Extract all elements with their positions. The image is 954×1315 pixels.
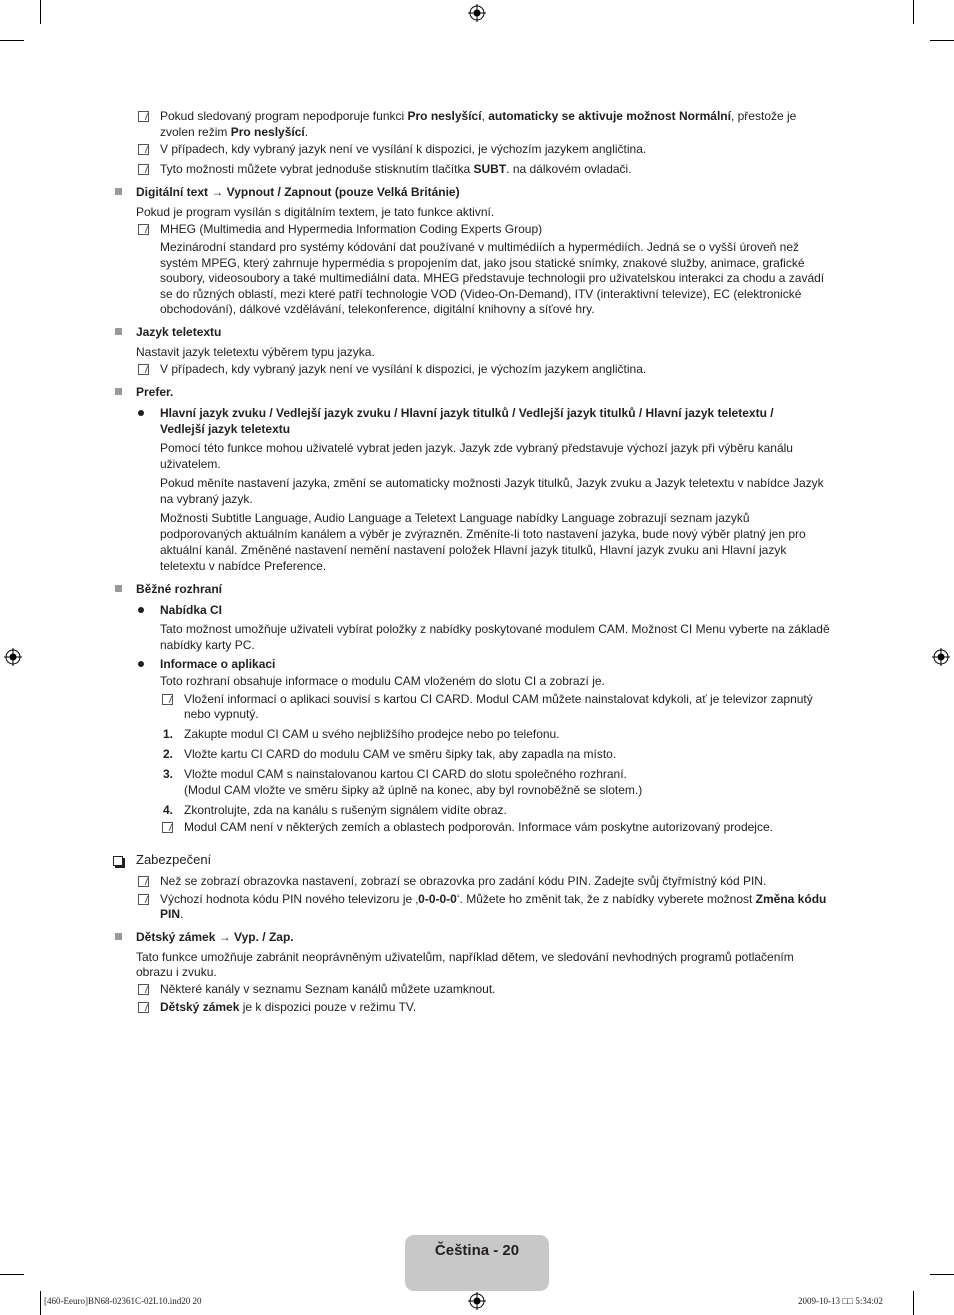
step-number: 4. bbox=[163, 803, 174, 817]
note-icon bbox=[138, 894, 149, 905]
bullet-icon bbox=[138, 661, 144, 667]
square-bullet-icon bbox=[115, 388, 122, 395]
note-text: Než se zobrazí obrazovka nastavení, zobrazí se obrazovka pro zadání kódu PIN. Zadejte svůj čtyřmístný kód PIN. bbox=[160, 874, 767, 888]
print-slug-right: 2009-10-13 □□ 5:34:02 bbox=[798, 1296, 883, 1306]
bullet-icon bbox=[138, 410, 144, 416]
paragraph-line: Tato funkce umožňuje zabránit neoprávněným uživatelům, například dětem, ve sledování nevhodných programů potlačením bbox=[136, 950, 794, 964]
note-body-line: soubory, videosoubory a také multimediální data. MHEG představuje technologii pro uživatelskou interakci za chodu a zavádí bbox=[160, 271, 825, 285]
section-heading: Jazyk teletextu bbox=[136, 325, 222, 339]
note-text: Pokud sledovaný program nepodporuje funkci Pro neslyšící, automaticky se aktivuje možnost Normální, přestože je bbox=[160, 109, 797, 123]
note-body-line: obchodování), dálkové vzdělávání, telekonference, digitální knihovny a síťové hry. bbox=[160, 302, 595, 316]
paragraph-line: nabídky karty PC. bbox=[160, 638, 255, 652]
print-slug-left: [460-Eeuro]BN68-02361C-02L10.ind20 20 bbox=[44, 1296, 202, 1306]
step-text: Vložte kartu CI CARD do modulu CAM ve směru šipky tak, aby zapadla na místo. bbox=[184, 747, 617, 761]
note-icon bbox=[162, 822, 173, 833]
crop-mark bbox=[0, 40, 24, 41]
registration-mark-icon bbox=[932, 648, 950, 666]
note-text: Modul CAM není v některých zemích a oblastech podporován. Informace vám poskytne autorizovaný prodejce. bbox=[184, 820, 773, 834]
section-heading: Dětský zámek → Vyp. / Zap. bbox=[136, 930, 294, 944]
paragraph-line: Pokud měníte nastavení jazyka, změní se automaticky možnosti Jazyk titulků, Jazyk zvuku a Jazyk teletextu v nabídce Jazyk bbox=[160, 476, 824, 490]
note-text: PIN. bbox=[160, 907, 184, 921]
step-text: Zkontrolujte, zda na kanálu s rušeným signálem vidíte obraz. bbox=[184, 803, 507, 817]
paragraph-line: na vybraný jazyk. bbox=[160, 492, 253, 506]
note-icon bbox=[138, 984, 149, 995]
section-description: Nastavit jazyk teletextu výběrem typu jazyka. bbox=[136, 345, 375, 359]
paragraph-line: teletextu v nabídce Preference. bbox=[160, 559, 327, 573]
paragraph-line: Možnosti Subtitle Language, Audio Language a Teletext Language nabídky Language zobrazují seznam jazyků bbox=[160, 511, 750, 525]
checkbox-bullet-icon bbox=[113, 856, 123, 866]
note-text: Vložení informací o aplikaci souvisí s kartou CI CARD. Modul CAM můžete nainstalovat kdykoli, ať je televizor zapnutý bbox=[184, 692, 813, 706]
section-description: Pokud je program vysílán s digitálním textem, je tato funkce aktivní. bbox=[136, 205, 495, 219]
note-text: MHEG (Multimedia and Hypermedia Information Coding Experts Group) bbox=[160, 222, 543, 236]
note-icon bbox=[138, 224, 149, 235]
bullet-icon bbox=[138, 607, 144, 613]
note-body-line: se do různých oblastí, mezi které patří technologie VOD (Video-On-Demand), ITV (interaktivní televize), EC (elektronické bbox=[160, 286, 802, 301]
paragraph-line: aktuální kanál. Změněné nastavení nemění nastavení položek Hlavní jazyk titulků, Hlavní jazyk zvuku ani Hlavní jazyk bbox=[160, 543, 787, 557]
crop-mark bbox=[0, 1274, 24, 1275]
note-icon bbox=[138, 144, 149, 155]
note-body-line: Mezinárodní standard pro systémy kódování dat používané v multimédiích a hypermédiích. Jedná se o vyšší úroveň než bbox=[160, 240, 799, 254]
note-icon bbox=[138, 364, 149, 375]
note-text: zvolen režim Pro neslyšící. bbox=[160, 125, 309, 139]
note-icon bbox=[138, 876, 149, 887]
bullet-heading: Vedlejší jazyk teletextu bbox=[160, 422, 291, 436]
section-heading: Digitální text → Vypnout / Zapnout (pouze Velká Británie) bbox=[136, 185, 460, 199]
note-icon bbox=[138, 1002, 149, 1013]
registration-mark-icon bbox=[468, 4, 486, 22]
step-number: 2. bbox=[163, 747, 174, 761]
note-text: nebo vypnutý. bbox=[184, 707, 259, 721]
note-body-line: systém MPEG, který zahrnuje hypermédia s propojením dat, jako jsou statické snímky, znakové služby, animace, grafické bbox=[160, 255, 805, 270]
paragraph-line: Toto rozhraní obsahuje informace o modulu CAM vloženém do slotu CI a zobrazí je. bbox=[160, 674, 605, 688]
section-heading: Běžné rozhraní bbox=[136, 582, 223, 596]
note-text: V případech, kdy vybraný jazyk není ve vysílání k dispozici, je výchozím jazykem angličtina. bbox=[160, 362, 647, 376]
crop-mark bbox=[913, 1291, 914, 1315]
note-text: Výchozí hodnota kódu PIN nového televizoru je ‚0-0-0-0‘. Můžete ho změnit tak, že z nabídky vyberete možnost Změna kódu bbox=[160, 892, 827, 906]
crop-mark bbox=[40, 0, 41, 24]
note-text: Dětský zámek je k dispozici pouze v režimu TV. bbox=[160, 1000, 417, 1014]
step-text: Vložte modul CAM s nainstalovanou kartou CI CARD do slotu společného rozhraní. bbox=[184, 767, 627, 781]
paragraph-line: obrazu i zvuku. bbox=[136, 965, 217, 979]
registration-mark-icon bbox=[468, 1292, 486, 1310]
paragraph-line: uživatelem. bbox=[160, 457, 221, 471]
page-number: Čeština - 20 bbox=[434, 1242, 520, 1259]
step-number: 3. bbox=[163, 767, 174, 781]
crop-mark bbox=[40, 1291, 41, 1315]
section-title: Zabezpečení bbox=[136, 852, 212, 867]
bullet-heading: Nabídka CI bbox=[160, 603, 223, 617]
section-heading: Prefer. bbox=[136, 385, 174, 399]
crop-mark bbox=[930, 40, 954, 41]
step-text: Zakupte modul CI CAM u svého nejbližšího prodejce nebo po telefonu. bbox=[184, 727, 560, 741]
paragraph-line: podporovaných aktuálním kanálem a výběr je zvýrazněn. Změníte-li toto nastavení jazyka, bude nový výběr platný jen pro bbox=[160, 527, 806, 541]
square-bullet-icon bbox=[115, 585, 122, 592]
paragraph-line: Tato možnost umožňuje uživateli vybírat položky z nabídky poskytované modulem CAM. Možnost CI Menu vyberte na základě bbox=[160, 622, 830, 636]
remote-note-icon bbox=[138, 164, 149, 175]
paragraph-line: Pomocí této funkce mohou uživatelé vybrat jeden jazyk. Jazyk zde vybraný představuje výchozí jazyk při výběru kanálu bbox=[160, 441, 793, 455]
note-icon bbox=[162, 694, 173, 705]
note-text: V případech, kdy vybraný jazyk není ve vysílání k dispozici, je výchozím jazykem angličtina. bbox=[160, 142, 647, 156]
registration-mark-icon bbox=[4, 648, 22, 666]
square-bullet-icon bbox=[115, 933, 122, 940]
note-icon bbox=[138, 111, 149, 122]
note-text: Tyto možnosti můžete vybrat jednoduše stisknutím tlačítka SUBT. na dálkovém ovladači. bbox=[160, 162, 632, 176]
square-bullet-icon bbox=[115, 188, 122, 195]
step-text: (Modul CAM vložte ve směru šipky až úplně na konec, aby byl rovnoběžně se slotem.) bbox=[184, 783, 643, 797]
square-bullet-icon bbox=[115, 328, 122, 335]
step-number: 1. bbox=[163, 727, 174, 741]
crop-mark bbox=[913, 0, 914, 24]
crop-mark bbox=[930, 1274, 954, 1275]
note-text: Některé kanály v seznamu Seznam kanálů můžete uzamknout. bbox=[160, 982, 496, 996]
bullet-heading: Informace o aplikaci bbox=[160, 657, 276, 671]
bullet-heading: Hlavní jazyk zvuku / Vedlejší jazyk zvuku / Hlavní jazyk titulků / Vedlejší jazyk titulků / Hlavní jazyk teletextu / bbox=[160, 406, 774, 420]
